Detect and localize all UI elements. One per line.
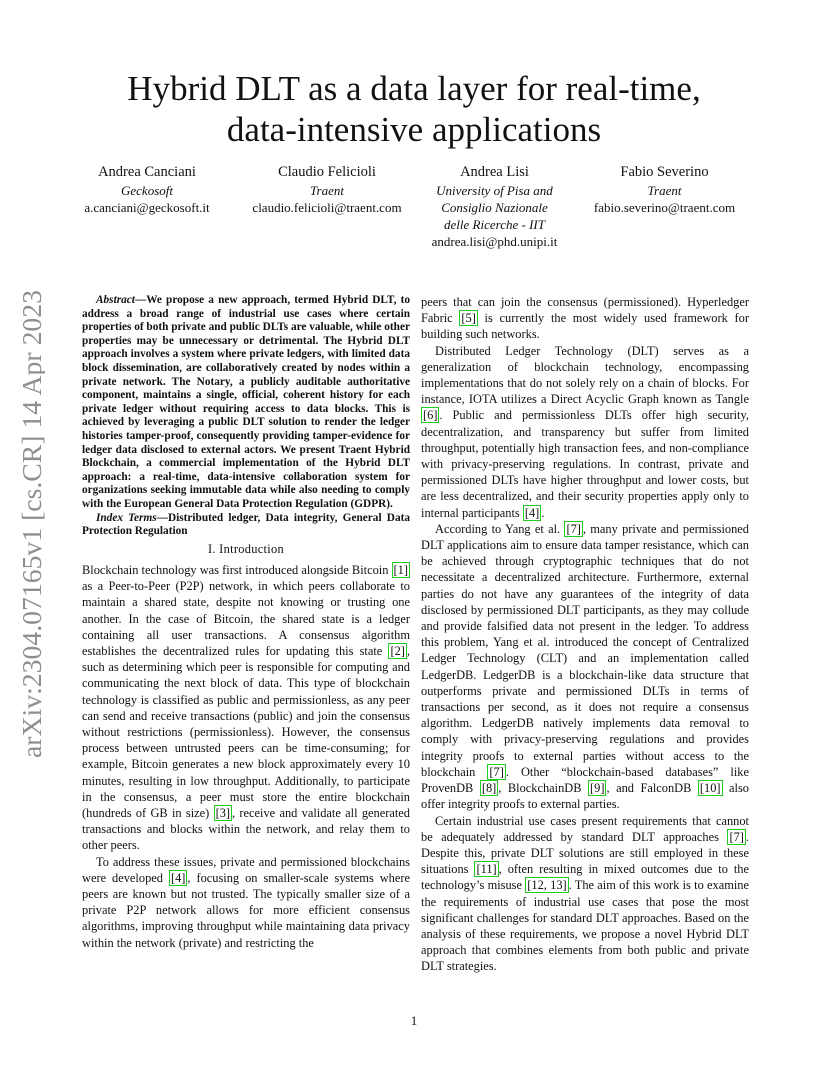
author-name: Fabio Severino <box>620 164 709 180</box>
page-number: 1 <box>410 1013 418 1028</box>
citation-link[interactable]: [5] <box>461 311 476 326</box>
author-email: andrea.lisi@phd.unipi.it <box>431 234 558 249</box>
author-affiliation: Traent <box>310 183 344 198</box>
abstract-lead: Abstract <box>96 294 135 306</box>
author-affiliation: Geckosoft <box>121 183 173 198</box>
citation-link[interactable]: [6] <box>423 408 438 423</box>
citation-link[interactable]: [2] <box>390 643 405 658</box>
left-column <box>82 294 410 951</box>
index-terms <box>82 512 410 539</box>
paragraph: According to Yang et al. [7] , many private and permissioned DLT applications aim to ensure data tamper resistance, which can be achieved through cryptographic techniques that do not necessitate a decentralized architecture. Furthermore, external parties do not have any guarantees of the integrity of data disclosed by permissioned DLT participants, as they may collude and provide falsified data not present in the ledger. To address this problem, Yang et al. introduced the concept of Centralized Ledger Technology (CLT) and an implementation called LedgerDB. LedgerDB is a blockchain-like data structure that outperforms private and permissioned DLTs in terms of transactions per second, as it does not require a consensus algorithm. LedgerDB natively implements data removal to comply with privacy-preserving regulations and provides integrity proofs to external parties without access to the blockchain [7] . Other “blockchain-based databases” like ProvenDB [8] , BlockchainDB [9] , and FalconDB [10] also offer integrity proofs to external parties. <box>421 521 750 812</box>
author-affiliation: University of Pisa and <box>436 183 553 198</box>
abstract <box>82 294 410 512</box>
citation-link[interactable]: [12, 13] <box>527 878 567 893</box>
author-affiliation: Traent <box>647 183 682 198</box>
author-3 <box>417 163 572 250</box>
author-email: a.canciani@geckosoft.it <box>84 200 210 215</box>
arxiv-identifier <box>15 290 45 758</box>
paragraph: Blockchain technology was first introduced alongside Bitcoin [1] as a Peer-to-Peer (P2P) network, in which peers collaborate to maintain a shared state, despite not knowing or trusting one another. In the case of Bitcoin, the shared state is a ledger containing all user transactions. A consensus algorithm establishes the decentralized rules for updating this state [2] , such as determining which peer is responsible for computing and communicating the next block of data. This type of blockchain technology is classified as public and permissionless, as any peer can send and receive transactions (public) and join the consensus without restrictions (permissionless). However, the consensus process between untrusted peers can be time-consuming; for example, Bitcoin generates a new block approximately every 10 minutes, resulting in low throughput. Additionally, to participate in the consensus, a peer must store the entire blockchain (hundreds of GB in size) [3] , receive and validate all generated transactions and blocks within the network, and relay them to other peers. <box>82 562 410 853</box>
section-heading: I. Introduction <box>207 541 285 556</box>
author-1 <box>72 163 222 216</box>
citation-link[interactable]: [3] <box>215 805 231 820</box>
title-line-2: data-intensive applications <box>226 110 602 149</box>
citation-link[interactable]: [7] <box>729 829 744 844</box>
citation-link[interactable]: [4] <box>170 870 186 885</box>
arxiv-identifier-text: arXiv:2304.07165v1 [cs.CR] 14 Apr 2023 <box>17 302 45 758</box>
paragraph: peers that can join the consensus (permissioned). Hyperledger Fabric [5] is currently the most widely used framework for building such networks. <box>421 295 749 342</box>
right-column <box>421 294 749 975</box>
author-4 <box>582 163 747 216</box>
citation-link[interactable]: [11] <box>476 862 497 877</box>
author-email: claudio.felicioli@traent.com <box>252 200 402 215</box>
citation-link[interactable]: [4] <box>524 505 540 520</box>
paper-title <box>60 68 768 150</box>
index-terms-lead: Index Terms <box>96 511 157 524</box>
paragraph: Certain industrial use cases present requirements that cannot be adequately addressed by standard DLT approaches [7] . Despite this, private DLT solutions are still employed in these situations [11] , often resulting in mixed outcomes due to the technology’s misuse [12, 13] . The aim of this work is to examine the requirements of industrial use cases that pose the most significant challenges for standard DLT approaches. Based on the analysis of these requirements, we propose a novel Hybrid DLT approach that combines elements from both public and private DLT strategies. <box>421 813 749 974</box>
author-2 <box>237 163 417 216</box>
author-affiliation-line-2: Consiglio Nazionale <box>441 200 548 215</box>
author-block <box>72 163 768 253</box>
author-email: fabio.severino@traent.com <box>593 200 736 215</box>
citation-link[interactable]: [9] <box>590 781 605 796</box>
paragraph: Distributed Ledger Technology (DLT) serves as a generalization of blockchain technology, encompassing implementations that do not solely rely on a chain of blocks. For instance, IOTA utilizes a Direct Acyclic Graph known as Tangle [6] . Public and permissionless DLTs offer high security, decentralization, and transparency but suffer from limited throughput, potentially high transaction fees, and non-compliance with privacy-preserving regulations. In contrast, private and permissioned DLTs have higher throughput and lower costs, but are less decentralized, and their security properties apply only to internal participants [4] . <box>421 343 749 520</box>
title-line-1: Hybrid DLT as a data layer for real-time, <box>127 69 701 108</box>
author-name: Claudio Felicioli <box>278 164 376 180</box>
index-terms-text: —Distributed ledger, Data integrity, General Data Protection Regulation <box>82 511 410 538</box>
paragraph: To address these issues, private and permissioned blockchains were developed [4] , focusing on smaller-scale systems where peers are known but not trusted. The typically smaller size of a private P2P network allows for more efficient consensus algorithms, improving throughput while maintaining data privacy within the network (private) and restricting the <box>82 854 411 950</box>
citation-link[interactable]: [7] <box>489 764 504 779</box>
citation-link[interactable]: [1] <box>393 562 408 577</box>
citation-link[interactable]: [10] <box>699 781 721 796</box>
citation-link[interactable]: [7] <box>566 521 581 536</box>
citation-link[interactable]: [8] <box>481 781 497 796</box>
author-name: Andrea Canciani <box>98 164 196 180</box>
author-name: Andrea Lisi <box>460 164 529 180</box>
author-affiliation-line-3: delle Ricerche - IIT <box>444 217 545 232</box>
abstract-text: —We propose a new approach, termed Hybrid DLT, to address a broad range of industrial use cases where certain properties of both private and public DLTs are valuable, while other properties may be unnecessary or detrimental. The Hybrid DLT approach involves a system where private ledgers, with limited data block dissemination, are collaboratively created by nodes within a private network. The Notary, a publicly auditable authoritative component, maintains a single, official, coherent history for each private ledger without requiring access to data blocks. This is achieved by leveraging a public DLT solution to render the ledger histories tamper-proof, consequently providing tamper-evidence for ledger data disclosed to external actors. We present Traent Hybrid Blockchain, a commercial implementation of the Hybrid DLT approach: a real-time, data-intensive collaboration system for organizations seeking immutable data while also needing to comply with the European General Data Protection Regulation (GDPR). <box>82 294 410 510</box>
